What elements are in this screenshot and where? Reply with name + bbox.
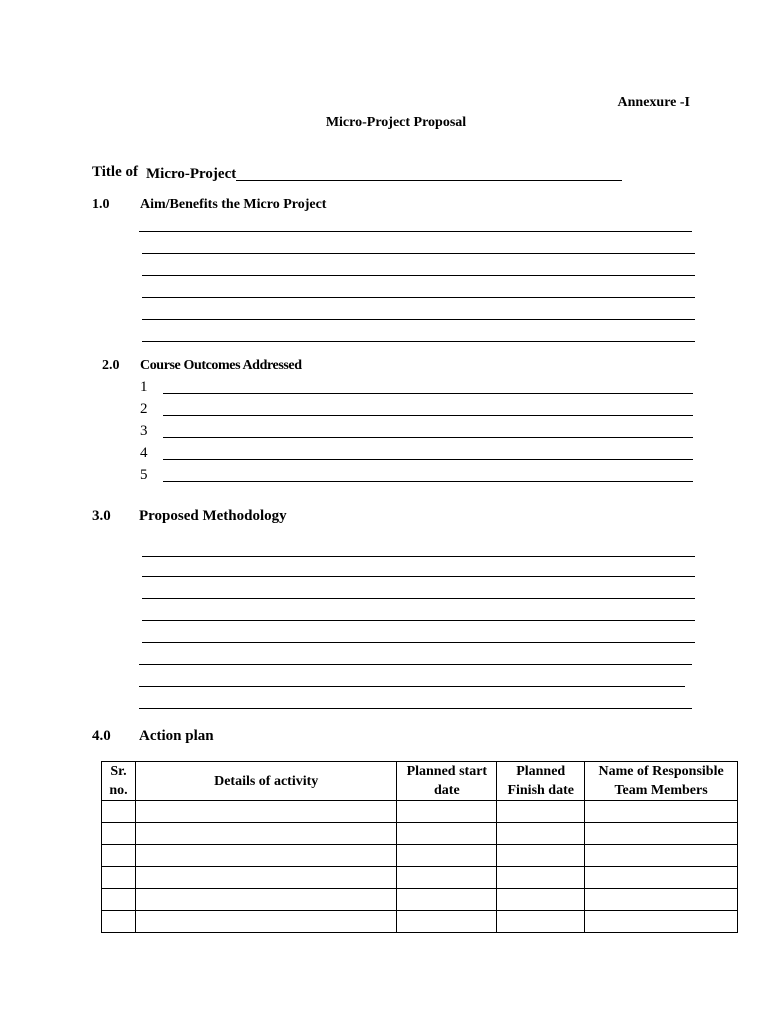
table-cell[interactable]	[135, 845, 396, 867]
header-text: Planned start	[406, 764, 488, 779]
header-text: no.	[109, 783, 128, 798]
methodology-line[interactable]	[139, 708, 692, 709]
methodology-line[interactable]	[142, 556, 695, 557]
outcome-number: 5	[140, 467, 148, 483]
table-cell[interactable]	[135, 889, 396, 911]
methodology-line[interactable]	[139, 664, 692, 665]
header-text: Name of Responsible	[598, 764, 724, 779]
aim-line[interactable]	[142, 319, 695, 320]
table-header-row	[102, 762, 738, 801]
section-heading-action-plan: Action plan	[139, 728, 214, 744]
outcome-number: 1	[140, 379, 148, 395]
table-cell[interactable]	[102, 823, 136, 845]
table-cell[interactable]	[102, 911, 136, 933]
table-row	[102, 801, 738, 823]
table-cell[interactable]	[585, 801, 738, 823]
table-row	[102, 823, 738, 845]
table-cell[interactable]	[585, 911, 738, 933]
outcome-number: 2	[140, 401, 148, 417]
outcome-line[interactable]	[163, 393, 693, 394]
table-cell[interactable]	[102, 867, 136, 889]
table-row	[102, 845, 738, 867]
section-number-aim: 1.0	[92, 197, 110, 212]
outcome-number: 4	[140, 445, 148, 461]
title-blank-line[interactable]	[236, 180, 622, 181]
table-cell[interactable]	[497, 801, 585, 823]
header-text: date	[434, 783, 460, 798]
header-sr-no	[102, 762, 136, 801]
table-cell[interactable]	[397, 845, 497, 867]
methodology-line[interactable]	[142, 642, 695, 643]
table-row	[102, 889, 738, 911]
table-cell[interactable]	[397, 867, 497, 889]
outcome-line[interactable]	[163, 437, 693, 438]
header-text: Planned	[516, 764, 566, 779]
section-number-methodology: 3.0	[92, 508, 111, 524]
table-cell[interactable]	[135, 801, 396, 823]
table-cell[interactable]	[135, 867, 396, 889]
table-cell[interactable]	[397, 823, 497, 845]
table-row	[102, 911, 738, 933]
section-number-outcomes: 2.0	[102, 358, 120, 373]
document-title: Micro-Project Proposal	[325, 115, 467, 130]
methodology-line[interactable]	[142, 576, 695, 577]
table-cell[interactable]	[102, 801, 136, 823]
table-cell[interactable]	[585, 889, 738, 911]
table-cell[interactable]	[497, 889, 585, 911]
table-row	[102, 867, 738, 889]
methodology-line[interactable]	[142, 598, 695, 599]
annexure-label: Annexure -I	[617, 95, 690, 110]
header-text: Finish date	[507, 783, 574, 798]
table-cell[interactable]	[497, 823, 585, 845]
action-plan-table	[101, 761, 738, 933]
aim-line[interactable]	[142, 253, 695, 254]
methodology-line[interactable]	[142, 620, 695, 621]
header-responsible-members	[585, 762, 738, 801]
table-cell[interactable]	[397, 889, 497, 911]
section-number-action-plan: 4.0	[92, 728, 111, 744]
table-cell[interactable]	[585, 845, 738, 867]
aim-line[interactable]	[142, 341, 695, 342]
aim-line[interactable]	[142, 275, 695, 276]
outcome-number: 3	[140, 423, 148, 439]
outcome-line[interactable]	[163, 415, 693, 416]
title-value-label: Micro-Project	[146, 166, 237, 182]
table-cell[interactable]	[135, 911, 396, 933]
section-heading-outcomes: Course Outcomes Addressed	[140, 358, 302, 373]
table-cell[interactable]	[497, 911, 585, 933]
table-cell[interactable]	[135, 823, 396, 845]
outcome-line[interactable]	[163, 459, 693, 460]
table-cell[interactable]	[397, 911, 497, 933]
table-cell[interactable]	[102, 889, 136, 911]
header-text: Team Members	[614, 783, 708, 798]
table-cell[interactable]	[102, 845, 136, 867]
section-heading-aim: Aim/Benefits the Micro Project	[140, 197, 327, 212]
outcome-line[interactable]	[163, 481, 693, 482]
methodology-line[interactable]	[139, 686, 685, 687]
section-heading-methodology: Proposed Methodology	[139, 508, 287, 524]
header-details: Details of activity	[135, 762, 396, 801]
header-text: Sr.	[110, 764, 127, 779]
header-planned-finish	[497, 762, 585, 801]
table-cell[interactable]	[585, 867, 738, 889]
table-cell[interactable]	[585, 823, 738, 845]
table-cell[interactable]	[497, 867, 585, 889]
table-cell[interactable]	[397, 801, 497, 823]
aim-line[interactable]	[139, 231, 692, 232]
table-cell[interactable]	[497, 845, 585, 867]
header-planned-start	[397, 762, 497, 801]
title-label: Title of	[92, 164, 138, 180]
aim-line[interactable]	[142, 297, 695, 298]
